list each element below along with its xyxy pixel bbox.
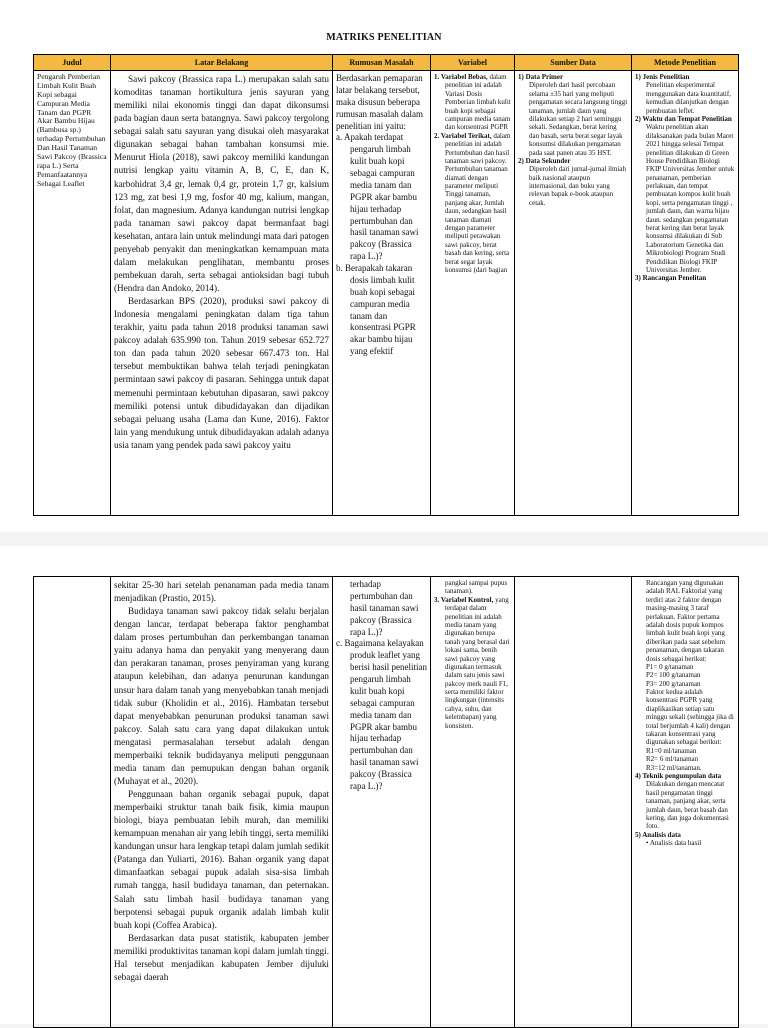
konsentrasi-r3: R3=12 ml/tanaman. [646, 763, 702, 772]
dosis-p2: P2= 100 g/tanaman [646, 671, 701, 680]
cell-sumber-data [515, 71, 632, 516]
latar-paragraph: Berdasarkan BPS (2020), produksi sawi pakcoy di Indonesia mengalami peningkatan dalam tiga tahun terakhir, yaitu pada tahun 2018 produksi tanaman sawi pakcoy adalah 635.990 ton. Tahun 2019 sebesar 652.727 ton dan pada tahun 2020 sebesar 667.473 ton. Hal tersebut membuktikan bahwa telah terjadi peningkatan permintaan sawi pakcoy di pasaran. Sehingga untuk dapat memenuhi permintaan kebutuhan dipasaran, sawi pakcoy memiliki potensi untuk dibudidayakan dan dijadikan sebagai peluang usaha (Lama dan Kune, 2016). Faktor lain yang mendukung untuk dibudidayakan adalah adanya usia tanam yang pendek pada sawi pakcoy yaitu [114, 296, 329, 450]
konsentrasi-r2: R2= 6 ml/tanaman [646, 755, 699, 764]
rumusan-intro: Berdasarkan pemaparan latar belakang tersebut, maka disusun beberapa rumusan masalah dalam penelitian ini yaitu: [336, 73, 423, 131]
variabel-kontrol-text: yang terdapat dalam penelitian ini adalah media tanam yang digunakan berupa tanah yang berasal dari lokasi sama, benih sawi pakcoy yang digunakan termasuk dalam satu jenis sawi pakcoy merk nauli F1, serta memiliki faktor lingkungan (intensits cahya, suhu, dan kelembapan) yang konsisten. [445, 595, 510, 730]
waktu-tempat-heading: 2) Waktu dan Tempat Penelitian [635, 114, 732, 123]
teknik-pengumpulan-heading: 4) Teknik pengumpulan data [635, 771, 722, 780]
cell-rumusan-masalah [333, 577, 431, 1028]
variabel-kontrol-heading: 3. Variabel Kontrol, [434, 595, 494, 604]
cell-variabel [431, 71, 515, 516]
analisis-data-text: • Analisis data hasil [646, 839, 702, 848]
header-metode-penelitian: Metode Penelitian [632, 55, 739, 71]
dosis-p3: P3= 200 g/tanaman [646, 679, 701, 688]
dosis-p1: P1= 0 g/tanaman [646, 662, 694, 671]
variabel-terikat-text: dalam penelitian ini adalah Pertumbuhan dan hasil tanaman sawi pakcoy. Pertumbuhan tanaman diamati dengan parameter meliputi Tinggi tanaman, panjang akar, Jumlah daun, sedangkan hasil tanaman diamati dengan parameter meliputi perawakan sawi pakcoy, berat basah dan kering, serta berat segar layak konsumsi (dari bagian [445, 131, 511, 274]
variabel-terikat-continued: pangkal sampai pupus tanaman). [445, 579, 508, 596]
latar-paragraph: Sawi pakcoy (Brassica rapa L.) merupakan salah satu komoditas tanaman hortikultura jenis sayuran yang memiliki nilai ekonomis tinggi dan dapat dikonsumsi pada bagian daun serta batangnya. Sawi pakcoy tergolong sebagai salah satu sayuran yang disukai oleh masyarakat digunakan sebagai bahan tambahan konsumsi mie. Menurut Hiola (2018), sawi pakcoy memiliki kandungan nutrisi lengkap yaitu vitamin A, B, C, E, dan K, karbohidrat 3,4 gr, lemak 0,4 gr, protein 1,7 gr, kalsium 123 mg, zat besi 1,9 mg, fosfor 40 mg, kalium, mangan, folat, dan magnesium. Adanya kandungan nutrisi lengkap pada tanaman sawi pakcoy dapat bermanfaat bagi kesehatan, antara lain untuk melindungi mata dari patogen penyebab penyakit dan meningkatkan kemampuan mata dalam melakukan penglihatan, membantu proses pembekuan darah, serta sebagai antioksidan bagi tubuh (Hendra dan Andoko, 2014). [114, 74, 329, 293]
latar-paragraph: Budidaya tanaman sawi pakcoy tidak selalu berjalan dengan lancar, terdapat beberapa faktor penghambat dalam proses pertumbuhan dan perkembangan tanaman yaitu adanya hama dan penyakit yang menyerang daun dan perakaran tanaman, proses penyiraman yang kurang ataupun kelebihan, dan adanya penurunan kandungan unsur hara dalam tanah yang menyebabkan tanah menjadi tidak subur (Kholidin et al., 2016). Hambatan tersebut dapat menyebabkan penurunan produksi tanaman sawi pakcoy. Salah satu cara yang dapat dilakukan untuk mengatasi permasalahan tersebut adalah dengan memperbaiki teknik budidayanya meliputi penggunaan media tanam dan pemupukan dengan bahan organik (Muhayat et al., 2020). [114, 606, 329, 786]
data-primer-text: Diperoleh dari hasil percobaan selama ±35 hari yang meliputi pengamatan secara langsung tinggi tanaman, jumlah daun yang dilakukan setiap 2 hari seminggu sekali. Sedangkan, berat kering dan basah, serta berat segar layak konsumsi dilakukan pengamatan pada saat panen atau 35 HST. [529, 81, 628, 157]
header-latar-belakang: Latar Belakang [111, 55, 333, 71]
judul-text: Pengaruh Pemberian Limbah Kulit Buah Kopi sebagai Campuran Media Tanam dan PGPR Akar Bambu Hijau (Bambusa sp.) terhadap Pertumbuhan Dan Hasil Tanaman Sawi Pakcoy (Brassica rapa L.) Serta Pemanfaatannya Sebagai Leaflet [37, 72, 107, 188]
cell-metode-penelitian [632, 71, 739, 516]
rancangan-heading: 3) Rancangan Penelitan [635, 274, 707, 283]
rancangan-text: Rancangan yang digunakan adalah RAL Faktorial yang terdiri atas 2 faktor dengan masing-masing 3 taraf perlakuan. Faktor pertama adalah dosis pupuk kompos limbah kulit buah kopi yang diberikan pada saat sebelum penanaman, dengan takaran dosis sebagai berikut: [646, 579, 726, 663]
cell-judul [34, 577, 111, 1028]
latar-paragraph: Penggunaan bahan organik sebagai pupuk, dapat memperbaiki struktur tanah baik fisik, kimia maupun biologi, biaya pembuatan lebih murah, dan memiliki kemampuan menahan air yang lebih tinggi, serta memiliki kandungan unsur hara lengkap tetapi dalam jumlah sedikit (Patanga dan Yuliarti, 2016). Bahan organik yang dapat dimanfaatkan sebagai pupuk adalah sisa-sisa limbah rumah tangga, hasil budidaya tanaman, dan peternakan. Salah satu limbah hasil budidaya tanaman yang berpotensi sebagai pupuk organik adalah limbah kulit buah kopi (Coffea Arabica). [114, 789, 329, 930]
table-row [34, 71, 739, 516]
data-sekunder-heading: 2) Data Sekunder [518, 156, 571, 165]
page-title: MATRIKS PENELITIAN [326, 32, 442, 43]
rumusan-item-b: b. Berapakah takaran dosis limbah kulit buah kopi sebagai campuran media tanam dan konsentrasi PGPR akar bambu hijau yang efektif [336, 263, 416, 357]
data-sekunder-text: Diperoleh dari jurnal-jurnal ilmiah baik nasional ataupun internasional, dan buku yang relevan bapak e-book ataupun cetak. [529, 165, 626, 207]
cell-variabel [431, 577, 515, 1028]
rumusan-item-a: a. Apakah terdapat pengaruh limbah kulit buah kopi sebagai campuran media tanam dan PGPR akar bambu hijau terhadap pertumbuhan dan hasil tanaman sawi pakcoy (Brassica rapa L.)? [336, 132, 419, 262]
jenis-penelitian-heading: 1) Jenis Penelitian [635, 73, 690, 81]
cell-metode-penelitian [632, 577, 739, 1028]
research-matrix-table [33, 54, 739, 516]
cell-rumusan-masalah [333, 71, 431, 516]
header-variabel: Variabel [431, 55, 515, 71]
cell-latar-belakang [111, 71, 333, 516]
jenis-penelitian-text: Penelitian eksperimental menggunakan data kuantitatif, kemudian dilanjutkan dengan pembuatan leflet. [646, 81, 731, 115]
cell-judul [34, 71, 111, 516]
cell-latar-belakang [111, 577, 333, 1028]
rumusan-item-c: c. Bagaimana kelayakan produk leaflet yang berisi hasil penelitian pengaruh limbah kulit buah kopi sebagai campuran media tanam dan PGPR akar bambu hijau terhadap pertumbuhan dan hasil tanaman sawi pakcoy (Brassica rapa L.)? [336, 638, 427, 791]
header-judul: Judul [34, 55, 111, 71]
latar-paragraph: sekitar 25-30 hari setelah penanaman pada media tanam menjadikan (Prastio, 2015). [114, 580, 329, 604]
table-header-row [34, 55, 739, 71]
teknik-pengumpulan-text: Dilakukan dengan mencatat hasil pengamatan tinggi tanaman, panjang akar, serta jumlah daun, berat basah dan kering, dan juga dokumentasi foto. [646, 780, 729, 831]
variabel-bebas-heading: 1. Variabel Bebas, [434, 73, 488, 81]
variabel-bebas-text: dalam penelitian ini adalah Variasi Dosis Pemberian limbah kulit buah kopi sebagai campuran media tanam dan konsentrasi PGPR [445, 73, 511, 132]
research-matrix-table-continued [33, 576, 739, 1028]
data-primer-heading: 1) Data Primer [518, 73, 564, 81]
faktor-kedua-text: Faktor kedua adalah konsentrasi PGPR yang diaplikasikan setiap satu minggu sekali (sehingga jika di total berjumlah 4 kali) dengan takaran konsentrasi yang digunakan sebagai berikut: [646, 688, 734, 747]
waktu-tempat-text: Waktu penelitian akan dilaksanakan pada bulan Maret 2021 hingga selesai Tempat penelitian dilakukan di Green House Pendidikan Biologi FKIP Universitas Jember untuk penanaman, pemberian perlakuan, dan tempat pembuatan kompos kulit buah kopi, serta pengamatan tinggi , jumlah daun, dan warna hijau daun. sedangkan pengamatan berat kering dan berat layak konsumsi dilakukan di Sub Laboratorium Genetika dan Mikrobiologi Program Studi Pendidikan Biologi FKIP Universitas Jember. [646, 123, 735, 274]
konsentrasi-r1: R1=0 ml/tanaman [646, 746, 697, 755]
cell-sumber-data [515, 577, 632, 1028]
document-page-2 [0, 546, 768, 1024]
variabel-terikat-heading: 2. Variabel Terikat, [434, 131, 492, 140]
rumusan-item-b-continued: terhadap pertumbuhan dan hasil tanaman sawi pakcoy (Brassica rapa L.)? [350, 579, 419, 637]
analisis-data-heading: 5) Analisis data [635, 830, 681, 839]
header-sumber-data: Sumber Data [515, 55, 632, 71]
header-rumusan-masalah: Rumusan Masalah [333, 55, 431, 71]
table-row [34, 577, 739, 1028]
latar-paragraph: Berdasarkan data pusat statistik, kabupaten jember memiliki produktivitas tanaman kopi dalam jumlah tinggi. Hal tersebut menjadikan kabupaten Jember dijuluki sebagai daerah [114, 932, 329, 982]
